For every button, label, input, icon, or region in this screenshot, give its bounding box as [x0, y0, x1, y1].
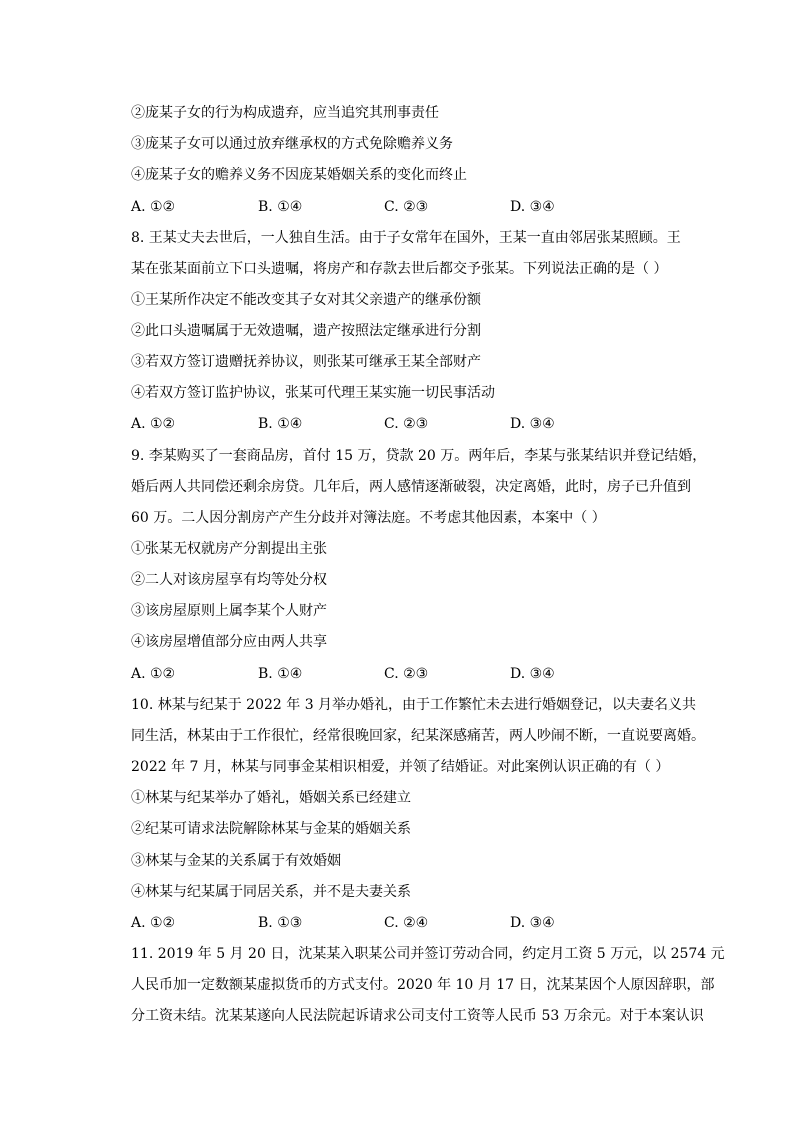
q11-stem-line-3: 分工资未结。沈某某遂向人民法院起诉请求公司支付工资等人民币 53 万余元。对于本案认识 [131, 1008, 704, 1024]
q9-option-2: ②二人对该房屋享有均等处分权 [131, 572, 327, 588]
q9-stem-line-1: 9. 李某购买了一套商品房，首付 15 万，贷款 20 万。两年后，李某与张某结识并登记结婚， [131, 448, 707, 464]
q7-choice-b: B. ①④ [258, 199, 303, 215]
q7-option-4: ④庞某子女的赡养义务不因庞某婚姻关系的变化而终止 [131, 167, 467, 183]
q10-stem-line-1: 10. 林某与纪某于 2022 年 3 月举办婚礼，由于工作繁忙未去进行婚姻登记，以夫妻名义共 [131, 697, 697, 713]
q11-stem-line-1: 11. 2019 年 5 月 20 日，沈某某入职某公司并签订劳动合同，约定月工资 5 万元，以 2574 元 [131, 946, 725, 962]
q10-option-4: ④林某与纪某属于同居关系，并不是夫妻关系 [131, 884, 411, 900]
q11-stem-line-2: 人民币加一定数额某虚拟货币的方式支付。2020 年 10 月 17 日，沈某某因个人原因辞职，部 [131, 977, 715, 993]
q10-option-2: ②纪某可请求法院解除林某与金某的婚姻关系 [131, 821, 411, 837]
q8-option-2: ②此口头遗嘱属于无效遗嘱，遗产按照法定继承进行分割 [131, 323, 481, 339]
q10-choices [131, 913, 691, 933]
q10-choice-a: A. ①② [131, 915, 176, 931]
q8-choice-d: D. ③④ [510, 416, 555, 432]
q9-choice-c: C. ②③ [384, 666, 429, 682]
q9-stem-line-3: 60 万。二人因分割房产产生分歧并对簿法庭。不考虑其他因素，本案中（ ） [131, 510, 606, 526]
q9-choice-b: B. ①④ [258, 666, 303, 682]
q9-stem-line-2: 婚后两人共同偿还剩余房贷。几年后，两人感情逐渐破裂，决定离婚，此时，房子已升值到 [131, 479, 691, 495]
q9-option-3: ③该房屋原则上属李某个人财产 [131, 603, 327, 619]
q10-choice-d: D. ③④ [510, 915, 555, 931]
q8-choice-c: C. ②③ [384, 416, 429, 432]
q10-stem-line-3: 2022 年 7 月，林某与同事金某相识相爱，并领了结婚证。对此案例认识正确的有（ ） [131, 759, 670, 775]
q7-option-2: ②庞某子女的行为构成遗弃，应当追究其刑事责任 [131, 105, 439, 121]
q8-option-1: ①王某所作决定不能改变其子女对其父亲遗产的继承份额 [131, 292, 481, 308]
q10-option-3: ③林某与金某的关系属于有效婚姻 [131, 853, 341, 869]
q9-choices [131, 664, 691, 684]
q10-choice-b: B. ①③ [258, 915, 303, 931]
q8-stem-line-2: 某在张某面前立下口头遗嘱，将房产和存款去世后都交予张某。下列说法正确的是（ ） [131, 261, 668, 277]
q10-option-1: ①林某与纪某举办了婚礼，婚姻关系已经建立 [131, 790, 411, 806]
q8-option-3: ③若双方签订遗赠抚养协议，则张某可继承王某全部财产 [131, 354, 481, 370]
q8-stem-line-1: 8. 王某丈夫去世后，一人独自生活。由于子女常年在国外，王某一直由邻居张某照顾。王 [131, 230, 681, 246]
q10-choice-c: C. ②④ [384, 915, 429, 931]
q9-choice-d: D. ③④ [510, 666, 555, 682]
q10-stem-line-2: 同生活，林某由于工作很忙，经常很晚回家，纪某深感痛苦，两人吵闹不断，一直说要离婚。 [131, 728, 705, 744]
q7-choices [131, 197, 691, 217]
q7-choice-c: C. ②③ [384, 199, 429, 215]
q7-choice-d: D. ③④ [510, 199, 555, 215]
q8-choices [131, 414, 691, 434]
q8-option-4: ④若双方签订监护协议，张某可代理王某实施一切民事活动 [131, 385, 495, 401]
q9-option-1: ①张某无权就房产分割提出主张 [131, 541, 327, 557]
q8-choice-a: A. ①② [131, 416, 176, 432]
q9-option-4: ④该房屋增值部分应由两人共享 [131, 634, 327, 650]
q7-choice-a: A. ①② [131, 199, 176, 215]
q8-choice-b: B. ①④ [258, 416, 303, 432]
q7-option-3: ③庞某子女可以通过放弃继承权的方式免除赡养义务 [131, 136, 453, 152]
q9-choice-a: A. ①② [131, 666, 176, 682]
